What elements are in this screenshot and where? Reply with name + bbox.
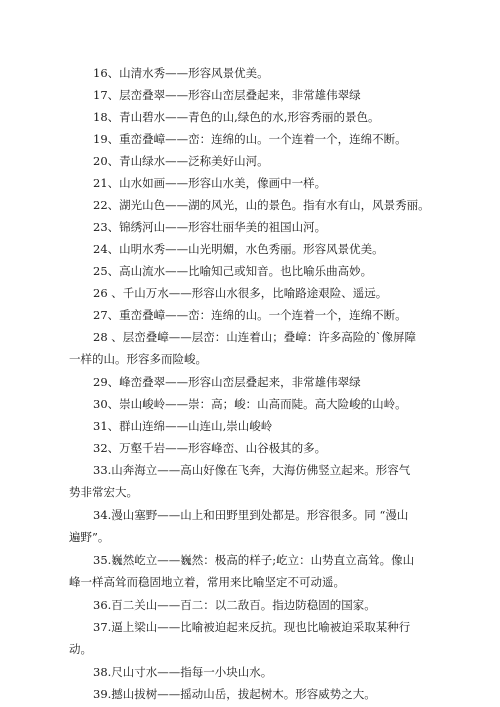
entry-text: 24、山明水秀——山光明媚，水色秀丽。形容风景优美。 [93, 242, 384, 256]
list-item [93, 415, 423, 437]
list-item [69, 616, 423, 660]
list-item [93, 437, 423, 459]
entry-text: 26 、千山万水——形容山水很多，比喻路途艰险、遥远。 [93, 286, 388, 300]
list-item [69, 326, 423, 370]
list-item [93, 304, 423, 326]
list-item [69, 549, 423, 593]
entry-text-continued: 峰一样高耸而稳固地立着，常用来比喻坚定不可动遥。 [69, 575, 345, 589]
list-item [93, 661, 423, 683]
entry-text: 22、湖光山色——湖的风光，山的景色。指有水有山，风景秀丽。 [93, 198, 430, 212]
list-item [93, 238, 423, 260]
entry-text: 33.山奔海立——高山好像在飞奔，大海仿佛竖立起来。形容气 [93, 463, 411, 477]
entry-text: 30、崇山峻岭——崇：高；峻：山高而陡。高大险峻的山岭。 [93, 397, 407, 411]
entry-text: 18、青山碧水——青色的山,绿色的水,形容秀丽的景色。 [93, 110, 380, 124]
entry-text-continued: 遍野”。 [69, 530, 110, 544]
list-item [93, 393, 423, 415]
entry-text: 20、青山绿水——泛称美好山河。 [93, 154, 269, 168]
entry-text: 36.百二关山——百二：以二敌百。指边防稳固的国家。 [93, 598, 376, 612]
list-item [93, 150, 423, 172]
entry-text: 38.尺山寸水——指每一小块山水。 [93, 665, 273, 679]
entry-text: 28 、层峦叠嶂——层峦：山连着山；叠嶂：许多高险的`像屏障 [93, 330, 417, 344]
entry-text: 27、重峦叠嶂——峦：连绵的山。一个连着一个，连绵不断。 [93, 308, 407, 322]
entry-text: 16、山清水秀——形容风景优美。 [93, 66, 269, 80]
entry-text-continued: 势非常宏大。 [69, 485, 138, 499]
list-item [93, 260, 423, 282]
entry-text: 23、锦绣河山——形容壮丽华美的祖国山河。 [93, 220, 327, 234]
entry-text: 21、山水如画——形容山水美，像画中一样。 [93, 176, 327, 190]
list-item [93, 371, 423, 393]
list-item [93, 62, 423, 84]
list-item [93, 683, 423, 705]
entry-text: 34.漫山塞野——山上和田野里到处都是。形容很多。同 “漫山 [93, 508, 409, 522]
entry-text: 35.巍然屹立——巍然：极高的样子;屹立：山势直立高耸。像山 [93, 553, 415, 567]
list-item [93, 594, 423, 616]
list-item [93, 282, 423, 304]
list-item [93, 172, 423, 194]
entry-text: 32、万壑千岩——形容峰峦、山谷极其的多。 [93, 441, 327, 455]
list-item [93, 128, 423, 150]
entry-text-continued: 动。 [69, 642, 92, 656]
list-item [93, 216, 423, 238]
entry-text: 37.逼上梁山——比喻被迫起来反抗。现也比喻被迫采取某种行 [93, 620, 411, 634]
entry-text-continued: 一样的山。形容多而险峻。 [69, 352, 207, 366]
list-item [93, 106, 423, 128]
list-item [69, 504, 423, 548]
entry-text: 25、高山流水——比喻知己或知音。也比喻乐曲高妙。 [93, 264, 373, 278]
entry-text: 39.撼山拔树——摇动山岳，拔起树木。形容威势之大。 [93, 687, 376, 701]
entry-text: 17、层峦叠翠——形容山峦层叠起来，非常雄伟翠绿 [93, 88, 361, 102]
entry-text: 31、群山连绵——山连山,崇山峻岭 [93, 419, 273, 433]
entry-text: 29、峰峦叠翠——形容山峦层叠起来，非常雄伟翠绿 [93, 375, 361, 389]
entry-text: 19、重峦叠嶂——峦：连绵的山。一个连着一个，连绵不断。 [93, 132, 407, 146]
list-item [93, 194, 430, 216]
list-item [93, 84, 423, 106]
list-item [69, 459, 423, 503]
